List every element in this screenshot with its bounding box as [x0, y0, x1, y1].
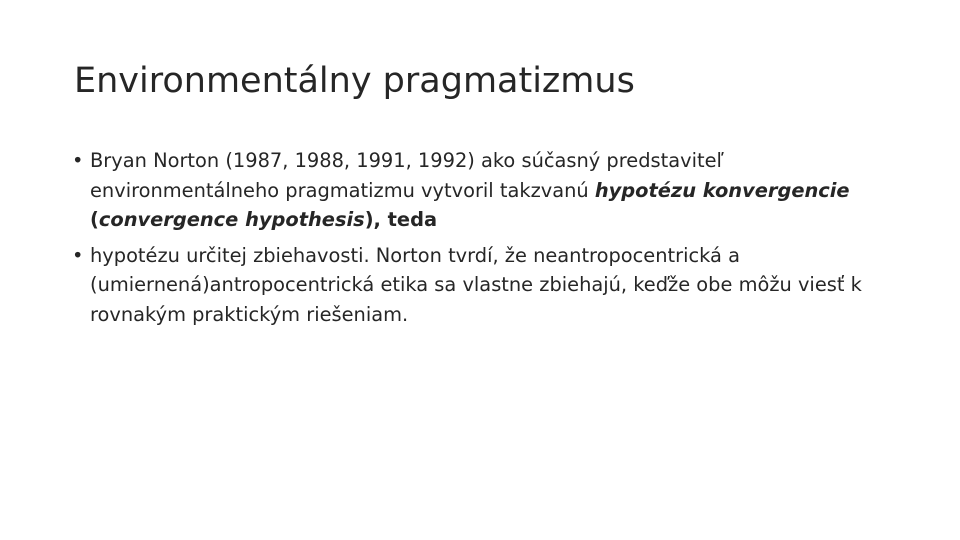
bullet-dot-icon: •: [72, 149, 84, 172]
bullet-item: [72, 241, 892, 330]
slide-title: Environmentálny pragmatizmus: [74, 61, 635, 101]
bullet-text: (: [90, 208, 99, 231]
bullet-item: [72, 146, 892, 235]
bullet-emphasis: convergence hypothesis: [98, 208, 365, 231]
bullet-text: Bryan Norton (1987, 1988, 1991, 1992) ako súčasný predstaviteľ environmentálneho pragmatizmu vytvoril takzvanú: [90, 149, 724, 202]
bullet-text: hypotézu určitej zbiehavosti. Norton tvrdí, že neantropocentrická a (umiernená)antropocentrická etika sa vlastne zbiehajú, keďže obe môžu viesť k rovnakým praktickým riešeniam.: [90, 243, 862, 326]
bullet-list: [72, 146, 892, 335]
bullet-dot-icon: •: [72, 243, 84, 267]
bullet-text: ), teda: [364, 208, 438, 231]
bullet-emphasis: hypotézu konvergencie: [594, 178, 850, 202]
